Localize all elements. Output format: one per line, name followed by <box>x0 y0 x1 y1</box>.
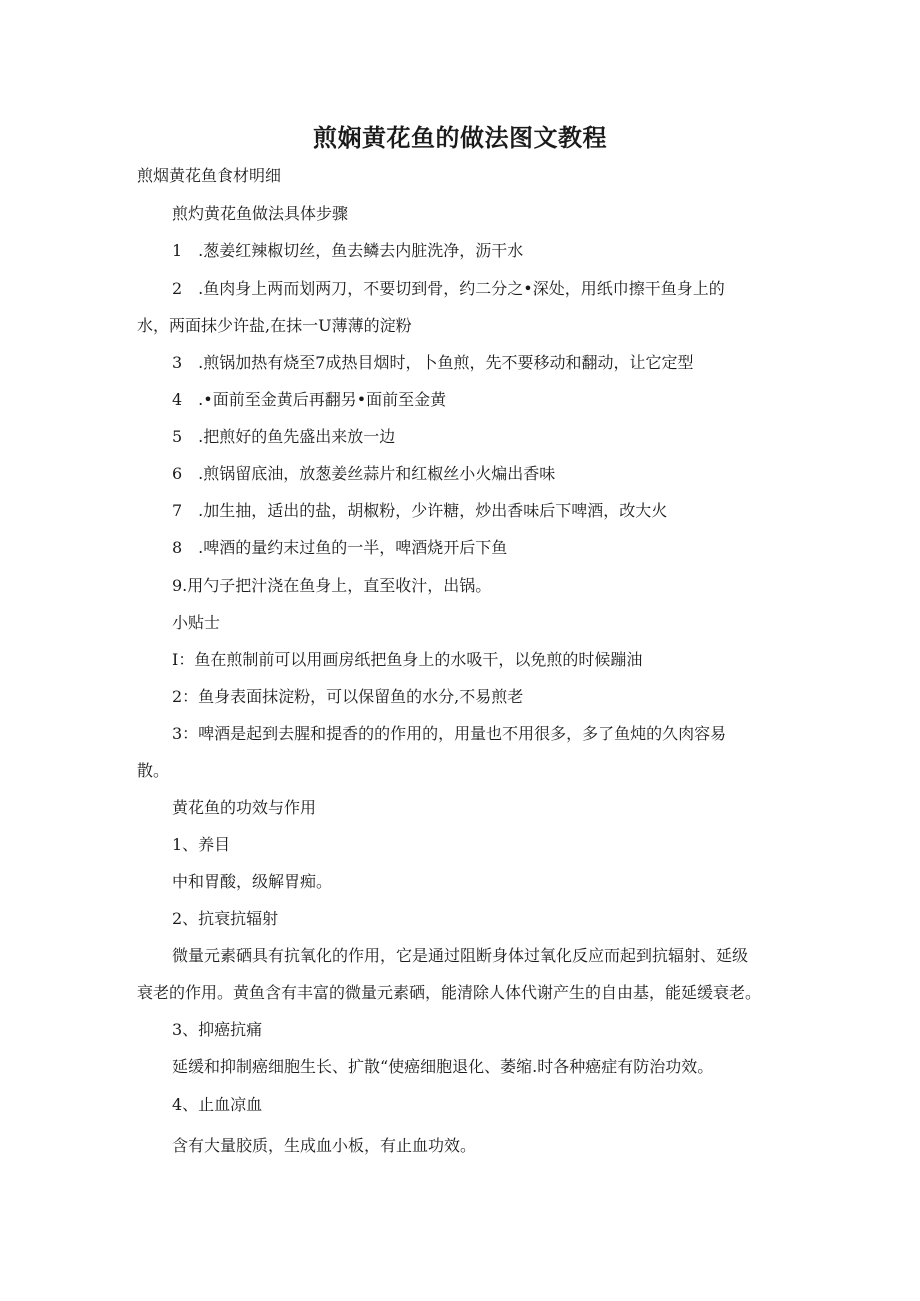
steps-heading: 煎灼黄花鱼做法具体步骤 <box>172 204 349 223</box>
document-title: 煎娴黄花鱼的做法图文教程 <box>313 124 607 152</box>
benefit-line: 4、止血凉血 <box>172 1095 263 1114</box>
benefit-line: 2、抗衰抗辐射 <box>172 909 279 928</box>
step-line: 3 .煎锅加热有烧至7成热目烟时，卜鱼煎，先不要移动和翻动，让它定型 <box>172 353 694 372</box>
tip-line: I：鱼在煎制前可以用画房纸把鱼身上的水吸干，以免煎的时候蹦油 <box>172 650 643 669</box>
step-line: 7 .加生抽，适出的盐，胡椒粉，少许糖，炒出香味后下啤酒，改大火 <box>172 501 668 520</box>
benefit-line: 衰老的作用。黄鱼含有丰富的微量元素硒，能清除人体代谢产生的自由基，能延缓衰老。 <box>137 983 762 1002</box>
step-line: 水，两面抹少许盐,在抹一U薄薄的淀粉 <box>137 316 412 335</box>
benefit-line: 3、抑癌抗痛 <box>172 1020 263 1039</box>
benefit-line: 延缓和抑制癌细胞生长、扩散“使癌细胞退化、萎缩.时各种癌症有防治功效。 <box>172 1057 714 1076</box>
benefit-line: 微量元素硒具有抗氧化的作用，它是通过阻断身体过氧化反应而起到抗辐射、延级 <box>172 946 749 965</box>
step-line: 1 .葱姜红辣椒切丝，鱼去鳞去内脏洗净，沥干水 <box>172 241 524 260</box>
tip-line: 2：鱼身表面抹淀粉，可以保留鱼的水分,不易煎老 <box>172 687 524 706</box>
ingredients-heading: 煎烟黄花鱼食材明细 <box>137 166 282 185</box>
benefit-line: 1、养目 <box>172 835 231 854</box>
step-line: 9.用勺子把汁浇在鱼身上，直至收汁，出锅。 <box>172 576 492 595</box>
benefit-line: 含有大量胶质，生成血小板，有止血功效。 <box>172 1136 477 1155</box>
tip-line: 散。 <box>137 761 170 780</box>
step-line: 4 .•面前至金黄后再翻另•面前至金黄 <box>172 390 447 409</box>
benefits-heading: 黄花鱼的功效与作用 <box>172 798 317 817</box>
step-line: 5 .把煎好的鱼先盛出来放一边 <box>172 427 396 446</box>
step-line: 6 .煎锅留底油，放葱姜丝蒜片和红椒丝小火煸出香味 <box>172 464 556 483</box>
tips-heading: 小贴士 <box>172 613 221 632</box>
step-line: 2 .鱼肉身上两而划两刀，不要切到骨，约二分之•深处，用纸巾擦干鱼身上的 <box>172 279 725 298</box>
tip-line: 3：啤酒是起到去腥和提香的的作用的，用量也不用很多，多了鱼炖的久肉容易 <box>172 724 727 743</box>
benefit-line: 中和胃酸，级解胃痴。 <box>172 872 333 891</box>
step-line: 8 .啤酒的量约末过鱼的一半，啤酒烧开后下鱼 <box>172 538 508 557</box>
